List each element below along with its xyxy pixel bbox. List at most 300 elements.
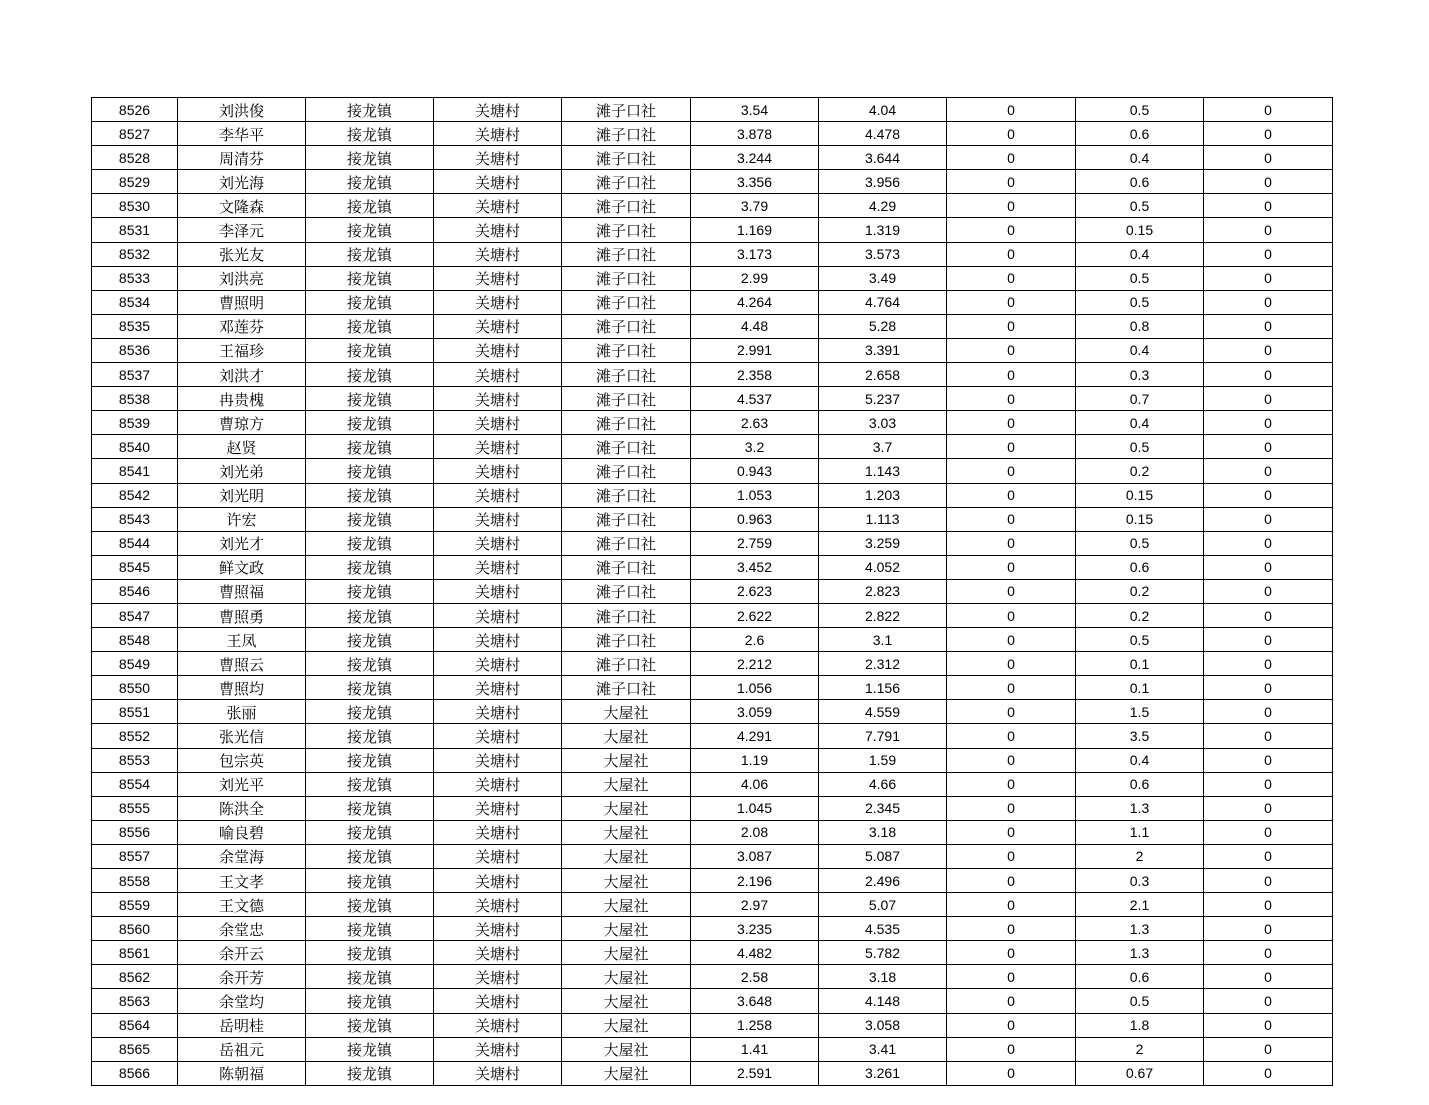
value-4-cell: 0.4 [1076, 146, 1204, 170]
value-4-cell: 0.5 [1076, 194, 1204, 218]
value-2-cell: 4.29 [819, 194, 947, 218]
value-1-cell: 3.059 [691, 700, 819, 724]
id-cell: 8561 [92, 941, 178, 965]
name-cell: 张丽 [178, 700, 306, 724]
table-row [92, 483, 1333, 507]
value-3-cell: 0 [947, 724, 1076, 748]
id-cell: 8546 [92, 579, 178, 603]
group-cell: 大屋社 [562, 1061, 691, 1085]
group-cell: 大屋社 [562, 700, 691, 724]
town-cell: 接龙镇 [306, 893, 434, 917]
value-5-cell: 0 [1204, 338, 1333, 362]
town-cell: 接龙镇 [306, 1037, 434, 1061]
name-cell: 陈洪全 [178, 796, 306, 820]
value-1-cell: 2.759 [691, 531, 819, 555]
value-2-cell: 3.18 [819, 965, 947, 989]
value-1-cell: 4.482 [691, 941, 819, 965]
town-cell: 接龙镇 [306, 676, 434, 700]
value-5-cell: 0 [1204, 266, 1333, 290]
name-cell: 喻良碧 [178, 820, 306, 844]
value-3-cell: 0 [947, 555, 1076, 579]
group-cell: 滩子口社 [562, 170, 691, 194]
value-4-cell: 0.67 [1076, 1061, 1204, 1085]
group-cell: 大屋社 [562, 965, 691, 989]
table-row [92, 772, 1333, 796]
name-cell: 刘光平 [178, 772, 306, 796]
town-cell: 接龙镇 [306, 363, 434, 387]
name-cell: 曹琼方 [178, 411, 306, 435]
value-4-cell: 0.4 [1076, 242, 1204, 266]
table-row [92, 122, 1333, 146]
id-cell: 8529 [92, 170, 178, 194]
value-3-cell: 0 [947, 170, 1076, 194]
id-cell: 8542 [92, 483, 178, 507]
town-cell: 接龙镇 [306, 941, 434, 965]
name-cell: 余堂海 [178, 844, 306, 868]
group-cell: 大屋社 [562, 917, 691, 941]
value-2-cell: 2.312 [819, 652, 947, 676]
value-3-cell: 0 [947, 483, 1076, 507]
value-2-cell: 4.148 [819, 989, 947, 1013]
value-4-cell: 0.6 [1076, 555, 1204, 579]
value-2-cell: 3.1 [819, 628, 947, 652]
town-cell: 接龙镇 [306, 844, 434, 868]
value-5-cell: 0 [1204, 941, 1333, 965]
town-cell: 接龙镇 [306, 820, 434, 844]
value-5-cell: 0 [1204, 387, 1333, 411]
town-cell: 接龙镇 [306, 652, 434, 676]
value-4-cell: 1.1 [1076, 820, 1204, 844]
name-cell: 王文德 [178, 893, 306, 917]
name-cell: 赵贤 [178, 435, 306, 459]
table-row [92, 555, 1333, 579]
value-1-cell: 2.358 [691, 363, 819, 387]
value-1-cell: 3.235 [691, 917, 819, 941]
village-cell: 关塘村 [434, 941, 562, 965]
value-5-cell: 0 [1204, 555, 1333, 579]
village-cell: 关塘村 [434, 242, 562, 266]
group-cell: 滩子口社 [562, 628, 691, 652]
table-row [92, 146, 1333, 170]
name-cell: 李泽元 [178, 218, 306, 242]
name-cell: 王福珍 [178, 338, 306, 362]
value-4-cell: 0.5 [1076, 290, 1204, 314]
group-cell: 大屋社 [562, 820, 691, 844]
table-row [92, 98, 1333, 122]
town-cell: 接龙镇 [306, 122, 434, 146]
value-2-cell: 3.058 [819, 1013, 947, 1037]
value-1-cell: 2.6 [691, 628, 819, 652]
group-cell: 大屋社 [562, 772, 691, 796]
name-cell: 刘洪俊 [178, 98, 306, 122]
value-3-cell: 0 [947, 531, 1076, 555]
table-row [92, 459, 1333, 483]
id-cell: 8543 [92, 507, 178, 531]
group-cell: 大屋社 [562, 724, 691, 748]
village-cell: 关塘村 [434, 772, 562, 796]
value-3-cell: 0 [947, 700, 1076, 724]
town-cell: 接龙镇 [306, 772, 434, 796]
value-1-cell: 2.196 [691, 869, 819, 893]
value-4-cell: 1.3 [1076, 796, 1204, 820]
table-row [92, 363, 1333, 387]
name-cell: 刘光明 [178, 483, 306, 507]
value-1-cell: 1.41 [691, 1037, 819, 1061]
id-cell: 8557 [92, 844, 178, 868]
value-1-cell: 4.48 [691, 314, 819, 338]
village-cell: 关塘村 [434, 989, 562, 1013]
value-3-cell: 0 [947, 603, 1076, 627]
value-5-cell: 0 [1204, 242, 1333, 266]
town-cell: 接龙镇 [306, 242, 434, 266]
value-3-cell: 0 [947, 893, 1076, 917]
value-4-cell: 0.1 [1076, 676, 1204, 700]
value-4-cell: 0.5 [1076, 989, 1204, 1013]
value-5-cell: 0 [1204, 652, 1333, 676]
id-cell: 8536 [92, 338, 178, 362]
name-cell: 许宏 [178, 507, 306, 531]
group-cell: 滩子口社 [562, 218, 691, 242]
value-2-cell: 3.18 [819, 820, 947, 844]
group-cell: 滩子口社 [562, 363, 691, 387]
value-4-cell: 0.1 [1076, 652, 1204, 676]
name-cell: 鲜文政 [178, 555, 306, 579]
value-1-cell: 2.99 [691, 266, 819, 290]
value-3-cell: 0 [947, 266, 1076, 290]
town-cell: 接龙镇 [306, 1013, 434, 1037]
table-row [92, 218, 1333, 242]
value-4-cell: 3.5 [1076, 724, 1204, 748]
value-2-cell: 4.052 [819, 555, 947, 579]
group-cell: 大屋社 [562, 844, 691, 868]
value-2-cell: 1.203 [819, 483, 947, 507]
village-cell: 关塘村 [434, 579, 562, 603]
value-4-cell: 0.2 [1076, 459, 1204, 483]
village-cell: 关塘村 [434, 748, 562, 772]
name-cell: 余开云 [178, 941, 306, 965]
table-row [92, 820, 1333, 844]
value-1-cell: 1.169 [691, 218, 819, 242]
id-cell: 8539 [92, 411, 178, 435]
value-5-cell: 0 [1204, 194, 1333, 218]
value-5-cell: 0 [1204, 170, 1333, 194]
value-2-cell: 4.535 [819, 917, 947, 941]
value-1-cell: 2.623 [691, 579, 819, 603]
name-cell: 周清芬 [178, 146, 306, 170]
id-cell: 8549 [92, 652, 178, 676]
id-cell: 8563 [92, 989, 178, 1013]
value-4-cell: 0.2 [1076, 603, 1204, 627]
table-row [92, 579, 1333, 603]
group-cell: 大屋社 [562, 1037, 691, 1061]
value-5-cell: 0 [1204, 290, 1333, 314]
value-4-cell: 0.5 [1076, 628, 1204, 652]
value-1-cell: 3.452 [691, 555, 819, 579]
name-cell: 曹照云 [178, 652, 306, 676]
name-cell: 余堂均 [178, 989, 306, 1013]
name-cell: 刘洪才 [178, 363, 306, 387]
value-1-cell: 3.79 [691, 194, 819, 218]
value-4-cell: 2.1 [1076, 893, 1204, 917]
value-3-cell: 0 [947, 652, 1076, 676]
id-cell: 8555 [92, 796, 178, 820]
town-cell: 接龙镇 [306, 266, 434, 290]
value-2-cell: 1.156 [819, 676, 947, 700]
value-4-cell: 0.5 [1076, 98, 1204, 122]
table-row [92, 844, 1333, 868]
table-row [92, 676, 1333, 700]
value-3-cell: 0 [947, 869, 1076, 893]
value-5-cell: 0 [1204, 363, 1333, 387]
name-cell: 余开芳 [178, 965, 306, 989]
value-3-cell: 0 [947, 1037, 1076, 1061]
value-4-cell: 0.5 [1076, 531, 1204, 555]
id-cell: 8564 [92, 1013, 178, 1037]
value-4-cell: 0.6 [1076, 772, 1204, 796]
name-cell: 余堂忠 [178, 917, 306, 941]
town-cell: 接龙镇 [306, 700, 434, 724]
name-cell: 曹照明 [178, 290, 306, 314]
name-cell: 文隆森 [178, 194, 306, 218]
table-row [92, 1061, 1333, 1085]
town-cell: 接龙镇 [306, 989, 434, 1013]
value-2-cell: 4.478 [819, 122, 947, 146]
id-cell: 8540 [92, 435, 178, 459]
group-cell: 大屋社 [562, 1013, 691, 1037]
name-cell: 张光信 [178, 724, 306, 748]
table-row [92, 700, 1333, 724]
name-cell: 曹照福 [178, 579, 306, 603]
id-cell: 8560 [92, 917, 178, 941]
id-cell: 8545 [92, 555, 178, 579]
village-cell: 关塘村 [434, 411, 562, 435]
value-3-cell: 0 [947, 917, 1076, 941]
id-cell: 8554 [92, 772, 178, 796]
group-cell: 滩子口社 [562, 483, 691, 507]
village-cell: 关塘村 [434, 170, 562, 194]
value-5-cell: 0 [1204, 965, 1333, 989]
value-5-cell: 0 [1204, 820, 1333, 844]
village-cell: 关塘村 [434, 531, 562, 555]
village-cell: 关塘村 [434, 194, 562, 218]
value-2-cell: 5.237 [819, 387, 947, 411]
id-cell: 8532 [92, 242, 178, 266]
value-1-cell: 1.19 [691, 748, 819, 772]
value-1-cell: 2.591 [691, 1061, 819, 1085]
group-cell: 滩子口社 [562, 194, 691, 218]
value-5-cell: 0 [1204, 869, 1333, 893]
value-2-cell: 1.59 [819, 748, 947, 772]
group-cell: 滩子口社 [562, 531, 691, 555]
value-2-cell: 5.07 [819, 893, 947, 917]
name-cell: 刘光才 [178, 531, 306, 555]
value-2-cell: 4.764 [819, 290, 947, 314]
name-cell: 邓莲芬 [178, 314, 306, 338]
town-cell: 接龙镇 [306, 218, 434, 242]
name-cell: 王凤 [178, 628, 306, 652]
value-5-cell: 0 [1204, 893, 1333, 917]
value-3-cell: 0 [947, 146, 1076, 170]
value-2-cell: 5.782 [819, 941, 947, 965]
town-cell: 接龙镇 [306, 1061, 434, 1085]
value-3-cell: 0 [947, 820, 1076, 844]
id-cell: 8533 [92, 266, 178, 290]
value-1-cell: 1.045 [691, 796, 819, 820]
value-4-cell: 0.4 [1076, 338, 1204, 362]
id-cell: 8562 [92, 965, 178, 989]
value-1-cell: 1.056 [691, 676, 819, 700]
value-3-cell: 0 [947, 796, 1076, 820]
value-4-cell: 1.3 [1076, 917, 1204, 941]
group-cell: 大屋社 [562, 796, 691, 820]
town-cell: 接龙镇 [306, 869, 434, 893]
value-5-cell: 0 [1204, 1061, 1333, 1085]
table-row [92, 1037, 1333, 1061]
value-3-cell: 0 [947, 98, 1076, 122]
value-3-cell: 0 [947, 338, 1076, 362]
value-4-cell: 0.3 [1076, 869, 1204, 893]
village-cell: 关塘村 [434, 387, 562, 411]
value-1-cell: 4.264 [691, 290, 819, 314]
group-cell: 滩子口社 [562, 290, 691, 314]
value-1-cell: 2.991 [691, 338, 819, 362]
town-cell: 接龙镇 [306, 796, 434, 820]
village-cell: 关塘村 [434, 1013, 562, 1037]
value-3-cell: 0 [947, 579, 1076, 603]
group-cell: 滩子口社 [562, 435, 691, 459]
value-2-cell: 3.391 [819, 338, 947, 362]
value-3-cell: 0 [947, 989, 1076, 1013]
group-cell: 大屋社 [562, 869, 691, 893]
village-cell: 关塘村 [434, 314, 562, 338]
group-cell: 滩子口社 [562, 579, 691, 603]
group-cell: 滩子口社 [562, 387, 691, 411]
value-5-cell: 0 [1204, 748, 1333, 772]
village-cell: 关塘村 [434, 652, 562, 676]
name-cell: 包宗英 [178, 748, 306, 772]
value-5-cell: 0 [1204, 435, 1333, 459]
group-cell: 大屋社 [562, 748, 691, 772]
id-cell: 8541 [92, 459, 178, 483]
value-5-cell: 0 [1204, 218, 1333, 242]
value-2-cell: 1.319 [819, 218, 947, 242]
town-cell: 接龙镇 [306, 98, 434, 122]
id-cell: 8556 [92, 820, 178, 844]
name-cell: 王文孝 [178, 869, 306, 893]
town-cell: 接龙镇 [306, 628, 434, 652]
town-cell: 接龙镇 [306, 483, 434, 507]
value-5-cell: 0 [1204, 772, 1333, 796]
group-cell: 大屋社 [562, 893, 691, 917]
value-1-cell: 0.963 [691, 507, 819, 531]
table-row [92, 965, 1333, 989]
group-cell: 滩子口社 [562, 122, 691, 146]
value-1-cell: 3.244 [691, 146, 819, 170]
group-cell: 滩子口社 [562, 459, 691, 483]
value-3-cell: 0 [947, 314, 1076, 338]
table-row [92, 796, 1333, 820]
id-cell: 8530 [92, 194, 178, 218]
value-5-cell: 0 [1204, 1013, 1333, 1037]
value-4-cell: 0.15 [1076, 218, 1204, 242]
town-cell: 接龙镇 [306, 555, 434, 579]
village-cell: 关塘村 [434, 555, 562, 579]
value-4-cell: 0.5 [1076, 435, 1204, 459]
value-3-cell: 0 [947, 363, 1076, 387]
value-2-cell: 4.559 [819, 700, 947, 724]
value-2-cell: 2.658 [819, 363, 947, 387]
value-1-cell: 2.58 [691, 965, 819, 989]
town-cell: 接龙镇 [306, 411, 434, 435]
table-row [92, 893, 1333, 917]
value-1-cell: 2.622 [691, 603, 819, 627]
value-1-cell: 0.943 [691, 459, 819, 483]
name-cell: 冉贵槐 [178, 387, 306, 411]
table-row [92, 628, 1333, 652]
value-3-cell: 0 [947, 290, 1076, 314]
id-cell: 8559 [92, 893, 178, 917]
value-2-cell: 3.41 [819, 1037, 947, 1061]
name-cell: 曹照勇 [178, 603, 306, 627]
value-1-cell: 1.258 [691, 1013, 819, 1037]
town-cell: 接龙镇 [306, 603, 434, 627]
id-cell: 8550 [92, 676, 178, 700]
table-row [92, 652, 1333, 676]
value-3-cell: 0 [947, 387, 1076, 411]
group-cell: 滩子口社 [562, 603, 691, 627]
name-cell: 曹照均 [178, 676, 306, 700]
group-cell: 滩子口社 [562, 676, 691, 700]
id-cell: 8566 [92, 1061, 178, 1085]
value-2-cell: 2.823 [819, 579, 947, 603]
value-4-cell: 0.7 [1076, 387, 1204, 411]
value-5-cell: 0 [1204, 483, 1333, 507]
value-1-cell: 1.053 [691, 483, 819, 507]
id-cell: 8548 [92, 628, 178, 652]
value-2-cell: 2.822 [819, 603, 947, 627]
village-cell: 关塘村 [434, 459, 562, 483]
value-3-cell: 0 [947, 194, 1076, 218]
value-5-cell: 0 [1204, 603, 1333, 627]
value-1-cell: 3.173 [691, 242, 819, 266]
value-2-cell: 3.261 [819, 1061, 947, 1085]
village-cell: 关塘村 [434, 844, 562, 868]
value-4-cell: 0.15 [1076, 483, 1204, 507]
town-cell: 接龙镇 [306, 965, 434, 989]
village-cell: 关塘村 [434, 917, 562, 941]
table-row [92, 941, 1333, 965]
value-2-cell: 4.66 [819, 772, 947, 796]
town-cell: 接龙镇 [306, 170, 434, 194]
village-cell: 关塘村 [434, 965, 562, 989]
table-row [92, 748, 1333, 772]
value-4-cell: 0.15 [1076, 507, 1204, 531]
value-4-cell: 1.5 [1076, 700, 1204, 724]
id-cell: 8526 [92, 98, 178, 122]
value-1-cell: 3.648 [691, 989, 819, 1013]
town-cell: 接龙镇 [306, 314, 434, 338]
value-3-cell: 0 [947, 411, 1076, 435]
village-cell: 关塘村 [434, 98, 562, 122]
value-2-cell: 4.04 [819, 98, 947, 122]
value-2-cell: 3.573 [819, 242, 947, 266]
group-cell: 滩子口社 [562, 98, 691, 122]
table-row [92, 869, 1333, 893]
village-cell: 关塘村 [434, 724, 562, 748]
table-row [92, 314, 1333, 338]
value-5-cell: 0 [1204, 700, 1333, 724]
id-cell: 8528 [92, 146, 178, 170]
